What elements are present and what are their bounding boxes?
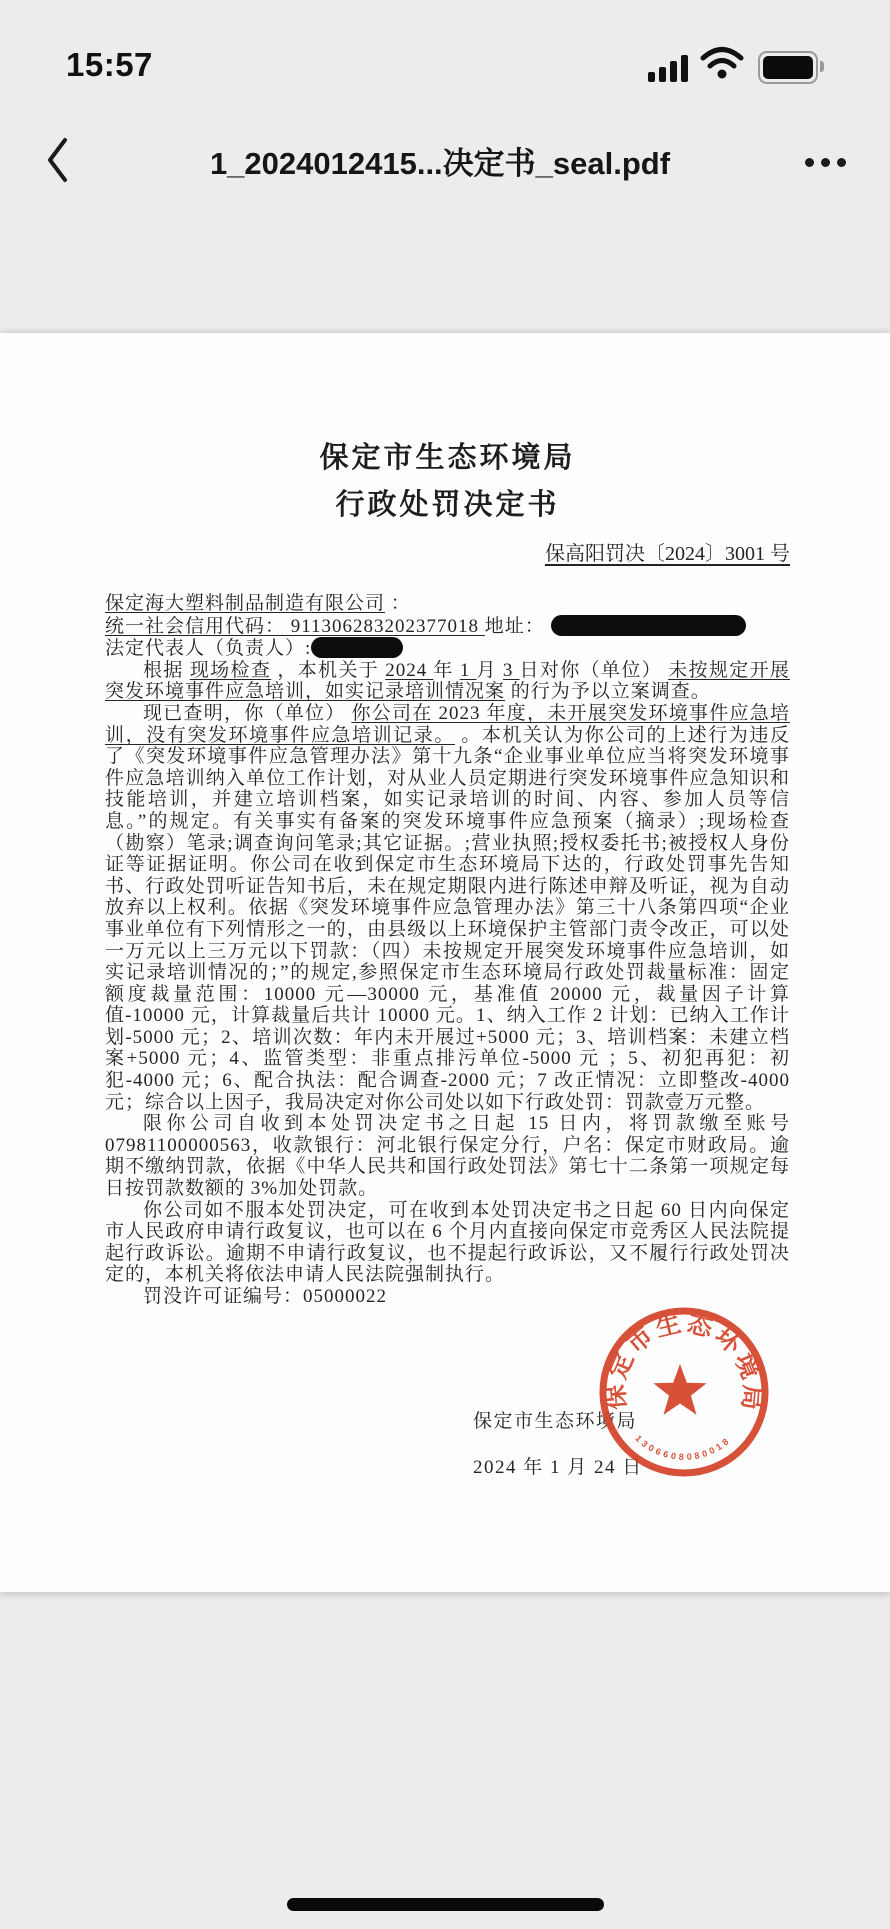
text-segment: 2024	[385, 659, 434, 681]
pdf-page[interactable]	[0, 333, 890, 1592]
nav-bar	[0, 100, 890, 220]
document-paragraph	[105, 1200, 790, 1286]
document-body	[105, 593, 790, 1308]
text-segment: 现场检查	[189, 659, 272, 681]
text-segment: 的行为予以立案调查。	[505, 681, 711, 703]
text-segment: 年	[433, 659, 460, 681]
text-segment: ，本机关于	[271, 659, 386, 681]
svg-text:1306608080018	[633, 1433, 730, 1462]
file-title: 1_2024012415...决定书_seal.pdf	[209, 145, 671, 181]
text-segment: 。本机关认为你公司的上述行为违反了《突发环境事件应急管理办法》第十九条“企业事业单位应当将突发环境事件应急培训纳入单位工作计划，对从业人员定期进行突发环境事件应急知识和技能培训，并建立培训档案，如实记录培训的时间、内容、参加人员等信息。”的规定。有关事实有备案的突发环境事件应急预案（摘录）;现场检查（勘察）笔录;调查询问笔录;其它证据。;营业执照;授权委托书;被授权人身份证等证据证明。你公司在收到保定市生态环境局下达的，行政处罚事先告知书、行政处罚听证告知书后，未在规定期限内进行陈述申辩及听证，视为自动放弃以上权利。依据《突发环境事件应急管理办法》第三十八条第四项“企业事业单位有下列情形之一的，由县级以上环境保护主管部门责令改正，可以处一万元以上三万元以下罚款：（四）未按规定开展突发环境事件应急培训，如实记录培训情况的；”的规定,参照保定市生态环境局行政处罚裁量标准：固定额度裁量范围：10000 元—30000 元，基准值 20000 元，裁量因子计算值-10000 元，计算裁量后共计 10000 元。1、纳入工作 2 计划：已纳入工作计划-5000 元；2、培训次数：年内未开展过+5000 元；3、培训档案：未建立档案+5000 元；4、监管类型：非重点排污单位-5000 元 ；5、初犯再犯：初犯-4000 元；6、配合执法：配合调查-2000 元；7 改正情况：立即整改-4000 元；综合以上因子，我局决定对你公司处以如下行政处罚：罚款壹万元整。	[105, 724, 790, 1113]
text-segment: 日对你（单位）	[519, 659, 669, 681]
text-segment: 限你公司自收到本处罚决定书之日起 15 日内，将罚款缴至账号 07981100000563，收款银行：河北银行保定分行，户名：保定市财政局。逾期不缴纳罚款，依据《中华人民共和国行政处罚法》第七十二条第一项规定每日按罚款数额的 3%加处罚款。	[105, 1113, 790, 1200]
back-button[interactable]	[44, 135, 94, 185]
status-bar	[0, 0, 890, 100]
wifi-icon	[700, 46, 744, 84]
seal-star-icon	[653, 1364, 706, 1415]
document-paragraph	[105, 615, 790, 638]
text-segment: 月	[476, 659, 503, 681]
official-seal	[596, 1304, 772, 1480]
text-segment: 根据	[143, 659, 190, 681]
text-segment: 1	[459, 659, 477, 681]
document-title-line1: 保定市生态环境局	[319, 442, 576, 474]
redaction-bar	[551, 615, 746, 636]
redaction-bar	[311, 637, 403, 658]
text-segment: ：	[385, 593, 411, 614]
text-segment: 罚没许可证编号：05000022	[143, 1286, 388, 1307]
document-paragraph	[105, 593, 790, 615]
text-segment: 统一社会信用代码： 911306283202377018	[105, 615, 485, 637]
cellular-signal-icon	[648, 55, 688, 84]
document-paragraph	[105, 637, 790, 660]
document-title-line2: 行政处罚决定书	[335, 489, 560, 521]
text-segment: 未按规定开展突发环境事件应急培训，如实记录培训情况案	[105, 659, 790, 703]
text-segment: 法定代表人（负责人）:	[105, 638, 312, 660]
text-segment: 地址：	[484, 615, 551, 637]
document-paragraph	[105, 1113, 790, 1199]
status-icons	[648, 46, 818, 84]
ellipsis-icon	[805, 158, 814, 167]
text-segment: 3	[502, 659, 520, 681]
home-indicator[interactable]	[287, 1898, 604, 1911]
signature-agency: 保定市生态环境局	[473, 1411, 638, 1432]
battery-icon	[758, 51, 818, 84]
document-number: 保高阳罚决〔2024〕3001 号	[545, 543, 790, 565]
text-segment: 你公司如不服本处罚决定，可在收到本处罚决定书之日起 60 日内向保定市人民政府申请行政复议，也可以在 6 个月内直接向保定市竞秀区人民法院提起行政诉讼。逾期不申请行政复议，也不提起行政诉讼，又不履行行政处罚决定的，本机关将依法申请人民法院强制执行。	[105, 1199, 790, 1286]
document-paragraph	[105, 703, 790, 1113]
chevron-left-icon	[44, 135, 70, 185]
signature-date: 2024 年 1 月 24 日	[473, 1457, 643, 1478]
seal-code: 1306608080018	[633, 1433, 731, 1463]
document-paragraph	[105, 660, 790, 703]
seal-ring-text: 保定市生态环境局	[602, 1310, 766, 1411]
text-segment: 保定海大塑料制品制造有限公司	[105, 593, 386, 614]
text-segment: 现已查明，你（单位）	[143, 702, 352, 724]
more-button[interactable]	[786, 154, 846, 167]
text-segment: 你公司在 2023 年度，未开展突发环境事件应急培训，没有突发环境事件应急培训记录。	[105, 702, 790, 746]
status-time: 15:57	[66, 46, 153, 83]
